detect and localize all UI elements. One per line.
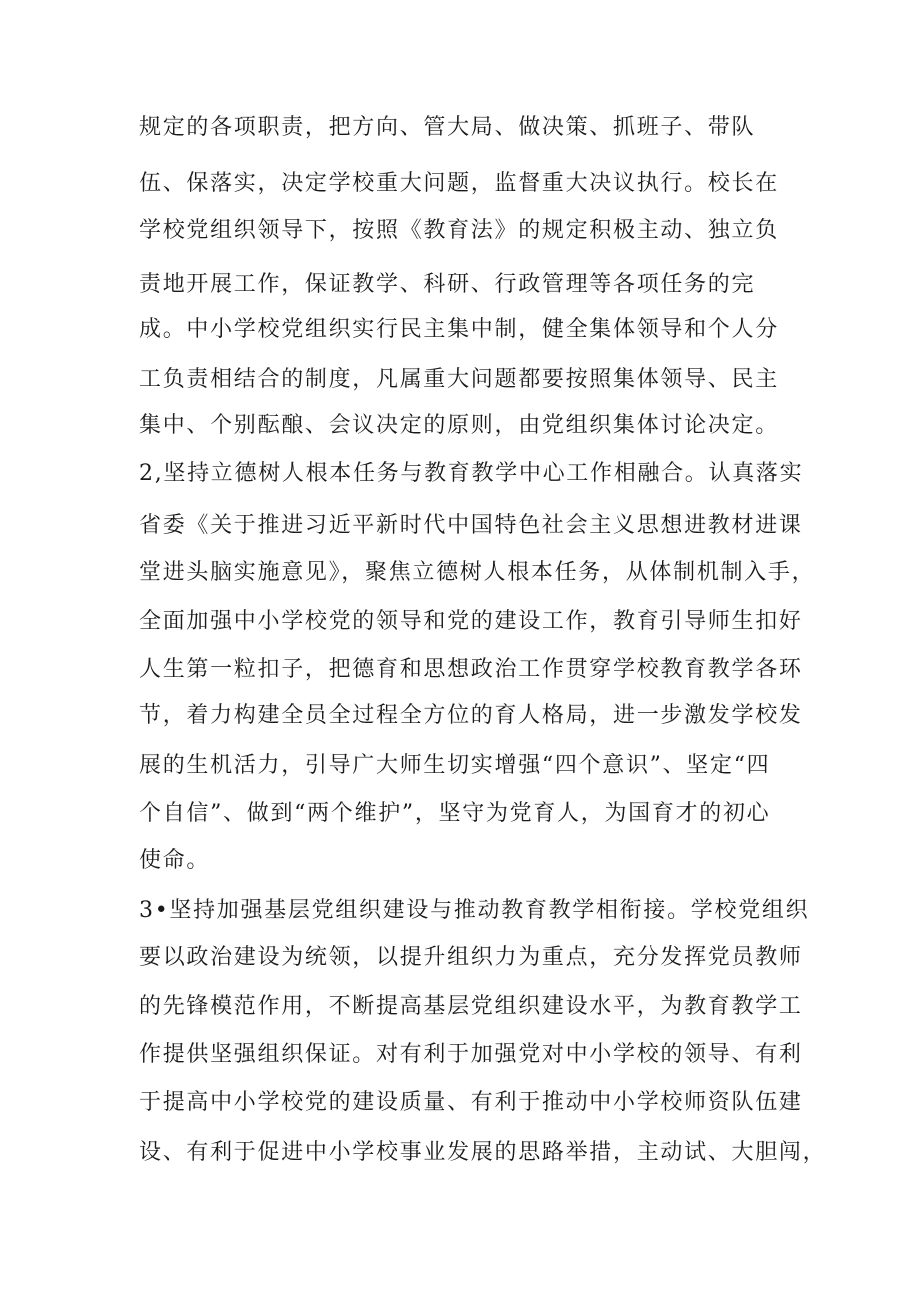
text-line: 个自信”、做到“两个维护”，坚守为党育人，为国育才的初心: [139, 801, 771, 826]
text-line: 集中、个别酝酿、会议决定的原则，由党组织集体讨论决定。: [139, 413, 779, 438]
text-line: 工负责相结合的制度，凡属重大问题都要按照集体领导、民主: [139, 367, 779, 392]
text-line: 2,坚持立德树人根本任务与教育教学中心工作相融合。认真落实: [139, 461, 804, 486]
text-line: 全面加强中小学校党的领导和党的建设工作，教育引导师生扣好: [139, 609, 803, 634]
text-line: 的先锋模范作用，不断提高基层党组织建设水平，为教育教学工: [139, 994, 803, 1019]
text-line: 人生第一粒扣子，把德育和思想政治工作贯穿学校教育教学各环: [139, 657, 803, 682]
text-line: 成。中小学校党组织实行民主集中制，健全集体领导和个人分: [139, 317, 779, 342]
text-line: 使命。: [139, 848, 211, 873]
text-line: 省委《关于推进习近平新时代中国特色社会主义思想进教材进课: [139, 513, 803, 538]
text-line: 要以政治建设为统领，以提升组织力为重点，充分发挥党员教师: [139, 945, 803, 970]
text-line: 3•坚持加强基层党组织建设与推动教育教学相衔接。学校党组织: [139, 898, 810, 923]
text-line: 规定的各项职责，把方向、管大局、做决策、抓班子、带队: [139, 115, 756, 140]
text-line: 于提高中小学校党的建设质量、有利于推动中小学校师资队伍建: [139, 1090, 803, 1115]
text-line: 堂进头脑实施意见》，聚焦立德树人根本任务，从体制机制入手，: [139, 560, 816, 585]
text-line: 节，着力构建全员全过程全方位的育人格局，进一步激发学校发: [139, 703, 803, 728]
text-line: 伍、保落实，决定学校重大问题，监督重大决议执行。校长在: [139, 171, 779, 196]
text-line: 展的生机活力，引导广大师生切实增强“四个意识”、坚定“四: [139, 753, 771, 778]
text-line: 责地开展工作，保证教学、科研、行政管理等各项任务的完: [139, 272, 756, 297]
text-line: 设、有利于促进中小学校事业发展的思路举措，主动试、大胆闯，: [139, 1140, 827, 1165]
text-line: 作提供坚强组织保证。对有利于加强党对中小学校的领导、有利: [139, 1042, 803, 1067]
text-line: 学校党组织领导下，按照《教育法》的规定积极主动、独立负: [139, 218, 779, 243]
